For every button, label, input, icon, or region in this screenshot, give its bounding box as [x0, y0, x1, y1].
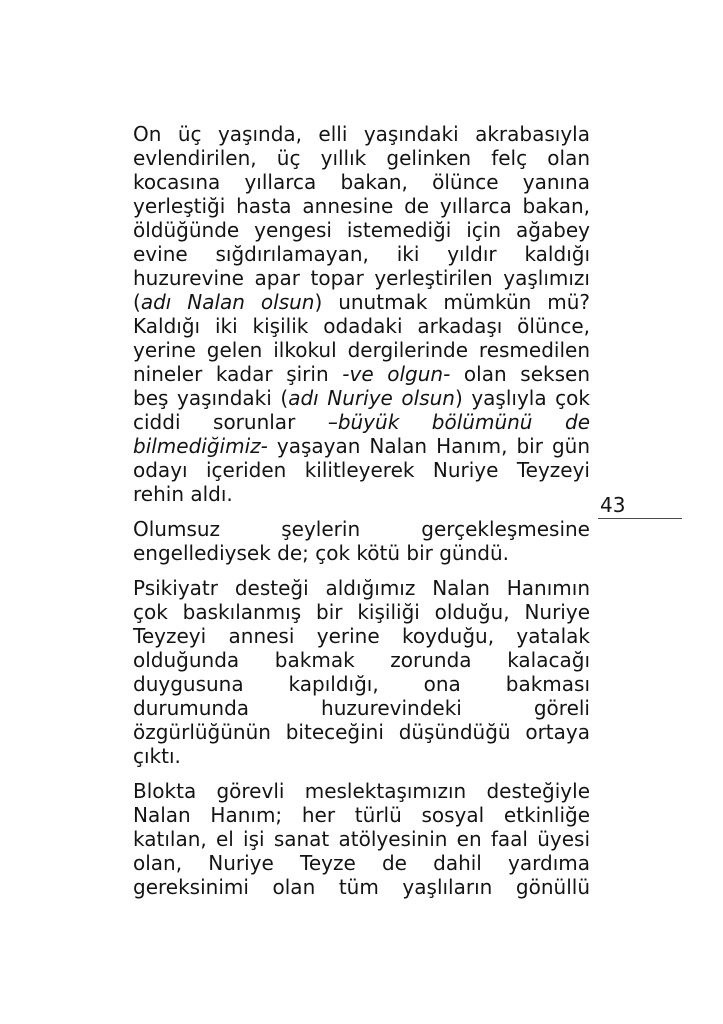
- paragraph: [133, 779, 590, 899]
- text-line: [133, 875, 590, 899]
- text-block: [133, 122, 590, 910]
- text-segment: olan seksen: [450, 362, 590, 386]
- text-segment: yerleştiği hasta annesine de yıllarca bakan,: [133, 194, 590, 218]
- text-line: [133, 338, 590, 362]
- text-line: [133, 827, 590, 851]
- text-line: [133, 314, 590, 338]
- text-line: [133, 696, 590, 720]
- text-segment: ) unutmak mümkün mü?: [314, 290, 590, 314]
- italic-text-segment: adı Nuriye olsun: [288, 386, 455, 410]
- page-number-rule: [598, 493, 682, 519]
- text-segment: Kaldığı iki kişilik odadaki arkadaşı ölünce,: [133, 314, 590, 338]
- text-line: [133, 194, 590, 218]
- text-line: [133, 517, 590, 541]
- italic-text-segment: bilmediğimiz-: [133, 434, 268, 458]
- text-segment: olduğunda bakmak zorunda kalacağı: [133, 648, 590, 672]
- text-segment: Psikiyatr desteği aldığımız Nalan Hanımın: [133, 576, 590, 600]
- text-segment: engellediysek de; çok kötü bir gündü.: [133, 541, 510, 565]
- text-line: [133, 720, 590, 744]
- paragraph: [133, 122, 590, 506]
- text-segment: öldüğünde yengesi istemediği için ağabey: [133, 218, 590, 242]
- text-line: [133, 624, 590, 648]
- text-line: [133, 386, 590, 410]
- text-line: [133, 242, 590, 266]
- text-segment: Teyzeyi annesi yerine koyduğu, yatalak: [133, 624, 590, 648]
- text-line: [133, 434, 590, 458]
- text-line: [133, 672, 590, 696]
- text-segment: ciddi sorunlar: [133, 410, 328, 434]
- text-segment: yerine gelen ilkokul dergilerinde resmedilen: [133, 338, 590, 362]
- text-segment: huzurevine apar topar yerleştirilen yaşlımızı: [133, 266, 590, 290]
- italic-text-segment: adı Nalan olsun: [140, 290, 315, 314]
- text-segment: kocasına yıllarca bakan, ölünce yanına: [133, 170, 590, 194]
- text-segment: rehin aldı.: [133, 482, 233, 506]
- text-segment: çok baskılanmış bir kişiliği olduğu, Nuriye: [133, 600, 590, 624]
- text-segment: (: [133, 290, 141, 314]
- italic-text-segment: –büyük bölümünü de: [327, 410, 590, 434]
- text-segment: katılan, el işi sanat atölyesinin en faal üyesi: [133, 827, 590, 851]
- text-line: [133, 362, 590, 386]
- text-line: [133, 266, 590, 290]
- text-segment: özgürlüğünün biteceğini düşündüğü ortaya: [133, 720, 590, 744]
- text-line: [133, 779, 590, 803]
- text-line: [133, 218, 590, 242]
- paragraph: [133, 517, 590, 565]
- text-segment: Olumsuz şeylerin gerçekleşmesine: [133, 517, 590, 541]
- text-segment: evine sığdırılamayan, iki yıldır kaldığı: [133, 242, 590, 266]
- text-segment: nineler kadar şirin: [133, 362, 343, 386]
- text-line: [133, 744, 590, 768]
- text-segment: yaşayan Nalan Hanım, bir gün: [267, 434, 590, 458]
- text-line: [133, 541, 590, 565]
- paragraph: [133, 576, 590, 768]
- text-line: [133, 851, 590, 875]
- text-line: [133, 803, 590, 827]
- text-segment: Blokta görevli meslektaşımızın desteğiyle: [133, 779, 590, 803]
- text-line: [133, 146, 590, 170]
- text-segment: çıktı.: [133, 744, 181, 768]
- text-line: [133, 170, 590, 194]
- text-segment: duygusuna kapıldığı, ona bakması: [133, 672, 590, 696]
- text-segment: gereksinimi olan tüm yaşlıların gönüllü: [133, 875, 590, 899]
- text-segment: evlendirilen, üç yıllık gelinken felç olan: [133, 146, 590, 170]
- text-line: [133, 290, 590, 314]
- italic-text-segment: -ve olgun-: [342, 362, 451, 386]
- page-number: 43: [600, 493, 626, 517]
- text-segment: On üç yaşında, elli yaşındaki akrabasıyla: [133, 122, 590, 146]
- text-segment: beş yaşındaki (: [133, 386, 289, 410]
- text-segment: odayı içeriden kilitleyerek Nuriye Teyzeyi: [133, 458, 590, 482]
- text-segment: olan, Nuriye Teyze de dahil yardıma: [133, 851, 590, 875]
- text-line: [133, 458, 590, 482]
- text-segment: durumunda huzurevindeki göreli: [133, 696, 590, 720]
- text-line: [133, 648, 590, 672]
- text-line: [133, 576, 590, 600]
- text-line: [133, 122, 590, 146]
- text-line: [133, 482, 590, 506]
- text-segment: Nalan Hanım; her türlü sosyal etkinliğe: [133, 803, 590, 827]
- text-line: [133, 410, 590, 434]
- text-segment: ) yaşlıyla çok: [454, 386, 590, 410]
- text-line: [133, 600, 590, 624]
